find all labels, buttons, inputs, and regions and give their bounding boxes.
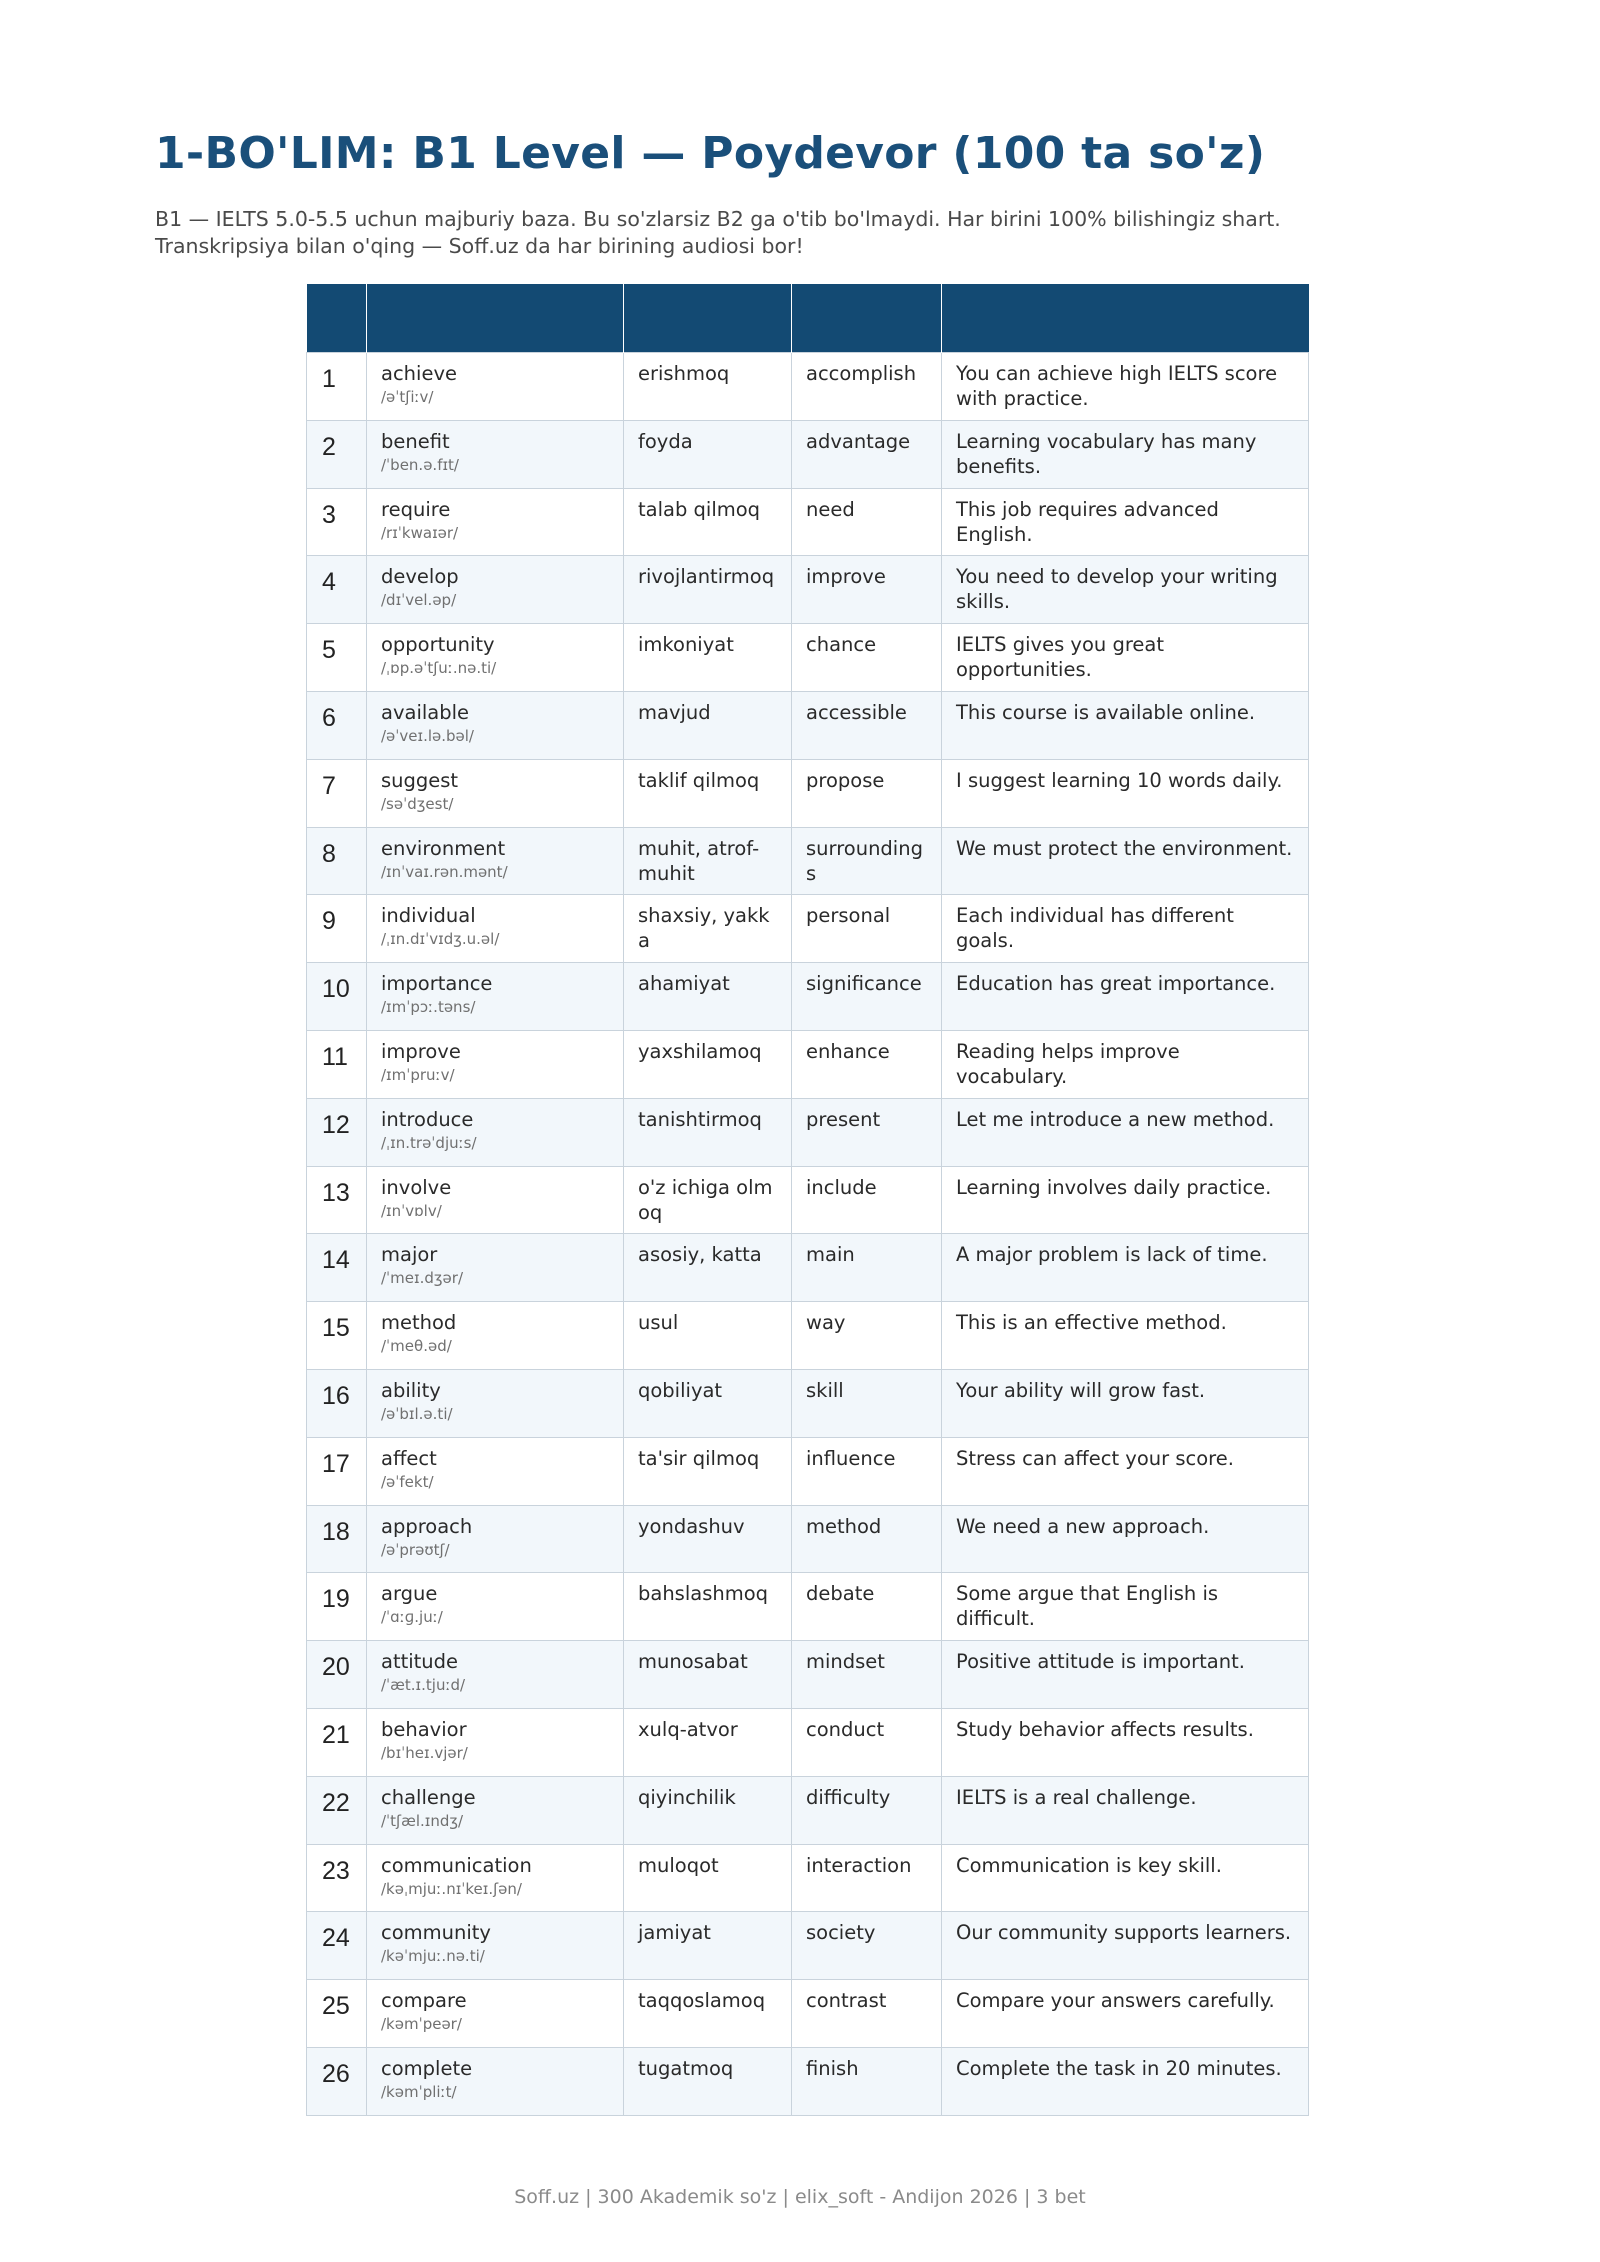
header-cell-synonym <box>792 284 942 353</box>
transcription: /əˈveɪ.lə.bəl/ <box>381 726 474 745</box>
synonym: significance <box>792 963 942 1031</box>
uzbek-translation: taqqoslamoq <box>624 1980 792 2048</box>
uzbek-translation: talab qilmoq <box>624 488 792 556</box>
synonym: advantage <box>792 420 942 488</box>
synonym: chance <box>792 624 942 692</box>
row-number: 22 <box>307 1776 367 1844</box>
example-sentence: This course is available online. <box>942 691 1309 759</box>
synonym: personal <box>792 895 942 963</box>
uzbek-translation: usul <box>624 1302 792 1370</box>
uzbek-translation: ta'sir qilmoq <box>624 1437 792 1505</box>
row-number: 16 <box>307 1369 367 1437</box>
uzbek-translation: erishmoq <box>624 353 792 421</box>
synonym: way <box>792 1302 942 1370</box>
example-sentence: Some argue that English is difficult. <box>942 1573 1309 1641</box>
uzbek-translation: foyda <box>624 420 792 488</box>
transcription: /ɪnˈvaɪ.rən.mənt/ <box>381 862 508 881</box>
synonym: contrast <box>792 1980 942 2048</box>
table-row <box>307 1437 1309 1505</box>
example-sentence: A major problem is lack of time. <box>942 1234 1309 1302</box>
synonym: interaction <box>792 1844 942 1912</box>
table-row <box>307 1980 1309 2048</box>
example-sentence: Our community supports learners. <box>942 1912 1309 1980</box>
table-row <box>307 1369 1309 1437</box>
uzbek-translation: ahamiyat <box>624 963 792 1031</box>
row-number: 19 <box>307 1573 367 1641</box>
page-title: 1-BO'LIM: B1 Level — Poydevor (100 ta so'z) <box>155 128 1266 179</box>
table-row <box>307 1641 1309 1709</box>
uzbek-translation: tanishtirmoq <box>624 1098 792 1166</box>
example-sentence: IELTS is a real challenge. <box>942 1776 1309 1844</box>
word-cell <box>367 1234 624 1302</box>
table-row <box>307 1166 1309 1234</box>
row-number: 1 <box>307 353 367 421</box>
table-row <box>307 827 1309 895</box>
word-cell <box>367 1641 624 1709</box>
transcription: /ˈæt.ɪ.tjuːd/ <box>381 1676 466 1695</box>
table-row <box>307 1844 1309 1912</box>
header-cell-word <box>367 284 624 353</box>
example-sentence: Education has great importance. <box>942 963 1309 1031</box>
vocabulary-table <box>306 284 1309 2116</box>
row-number: 3 <box>307 488 367 556</box>
transcription: /ˈtʃæl.ɪndʒ/ <box>381 1811 464 1830</box>
word-cell <box>367 759 624 827</box>
example-sentence: Communication is key skill. <box>942 1844 1309 1912</box>
transcription: /səˈdʒest/ <box>381 794 454 813</box>
transcription: /ˌɪn.dɪˈvɪdʒ.u.əl/ <box>381 930 500 949</box>
uzbek-translation: imkoniyat <box>624 624 792 692</box>
example-sentence: Learning vocabulary has many benefits. <box>942 420 1309 488</box>
header-cell-translation <box>624 284 792 353</box>
example-sentence: Positive attitude is important. <box>942 1641 1309 1709</box>
header-cell-number <box>307 284 367 353</box>
word-cell <box>367 2047 624 2115</box>
row-number: 17 <box>307 1437 367 1505</box>
transcription: /ˈɑːɡ.juː/ <box>381 1608 443 1627</box>
synonym: improve <box>792 556 942 624</box>
table-row <box>307 2047 1309 2115</box>
english-word: suggest <box>381 768 459 792</box>
example-sentence: Complete the task in 20 minutes. <box>942 2047 1309 2115</box>
synonym: influence <box>792 1437 942 1505</box>
transcription: /ˌɒp.əˈtʃuː.nə.ti/ <box>381 659 497 678</box>
word-cell <box>367 624 624 692</box>
table-row <box>307 963 1309 1031</box>
example-sentence: Each individual has different goals. <box>942 895 1309 963</box>
example-sentence: This job requires advanced English. <box>942 488 1309 556</box>
table-row <box>307 1098 1309 1166</box>
english-word: improve <box>381 1039 461 1063</box>
example-sentence: I suggest learning 10 words daily. <box>942 759 1309 827</box>
word-cell <box>367 1098 624 1166</box>
uzbek-translation: qiyinchilik <box>624 1776 792 1844</box>
english-word: opportunity <box>381 633 495 657</box>
row-number: 6 <box>307 691 367 759</box>
word-cell <box>367 1912 624 1980</box>
row-number: 12 <box>307 1098 367 1166</box>
row-number: 26 <box>307 2047 367 2115</box>
transcription: /kəmˈpeər/ <box>381 2015 462 2034</box>
header-cell-example <box>942 284 1309 353</box>
table-row <box>307 353 1309 421</box>
word-cell <box>367 827 624 895</box>
transcription: /əˈbɪl.ə.ti/ <box>381 1404 453 1423</box>
transcription: /bɪˈheɪ.vjər/ <box>381 1743 468 1762</box>
transcription: /ɪmˈpɔː.təns/ <box>381 998 476 1017</box>
table-row <box>307 1912 1309 1980</box>
english-word: approach <box>381 1514 473 1538</box>
row-number: 14 <box>307 1234 367 1302</box>
uzbek-translation: qobiliyat <box>624 1369 792 1437</box>
word-cell <box>367 488 624 556</box>
word-cell <box>367 1030 624 1098</box>
word-cell <box>367 691 624 759</box>
example-sentence: This is an effective method. <box>942 1302 1309 1370</box>
table-row <box>307 691 1309 759</box>
example-sentence: You can achieve high IELTS score with practice. <box>942 353 1309 421</box>
synonym: enhance <box>792 1030 942 1098</box>
uzbek-translation: taklif qilmoq <box>624 759 792 827</box>
english-word: require <box>381 497 451 521</box>
synonym: surroundings <box>792 827 942 895</box>
english-word: individual <box>381 904 476 928</box>
english-word: benefit <box>381 429 450 453</box>
word-cell <box>367 1573 624 1641</box>
example-sentence: Let me introduce a new method. <box>942 1098 1309 1166</box>
example-sentence: You need to develop your writing skills. <box>942 556 1309 624</box>
table-row <box>307 1505 1309 1573</box>
transcription: /əˈprəʊtʃ/ <box>381 1540 450 1559</box>
synonym: accomplish <box>792 353 942 421</box>
example-sentence: We need a new approach. <box>942 1505 1309 1573</box>
intro-line-2: Transkripsiya bilan o'qing — Soff.uz da har birining audiosi bor! <box>155 234 804 258</box>
english-word: involve <box>381 1175 452 1199</box>
uzbek-translation: rivojlantirmoq <box>624 556 792 624</box>
transcription: /əˈtʃiːv/ <box>381 388 434 406</box>
uzbek-translation: bahslashmoq <box>624 1573 792 1641</box>
row-number: 15 <box>307 1302 367 1370</box>
transcription: /rɪˈkwaɪər/ <box>381 523 459 542</box>
word-cell <box>367 963 624 1031</box>
uzbek-translation: jamiyat <box>624 1912 792 1980</box>
table-row <box>307 895 1309 963</box>
row-number: 10 <box>307 963 367 1031</box>
transcription: /əˈfekt/ <box>381 1472 434 1491</box>
transcription: /dɪˈvel.əp/ <box>381 591 457 610</box>
synonym: accessible <box>792 691 942 759</box>
table-header <box>307 284 1309 353</box>
example-sentence: We must protect the environment. <box>942 827 1309 895</box>
table-row <box>307 624 1309 692</box>
word-cell <box>367 1166 624 1234</box>
example-sentence: Compare your answers carefully. <box>942 1980 1309 2048</box>
table-row <box>307 1030 1309 1098</box>
table-row <box>307 488 1309 556</box>
word-cell <box>367 1708 624 1776</box>
english-word: compare <box>381 1989 467 2013</box>
uzbek-translation: o'z ichiga olmoq <box>624 1166 792 1234</box>
table-row <box>307 1302 1309 1370</box>
table-row <box>307 759 1309 827</box>
english-word: attitude <box>381 1650 459 1674</box>
uzbek-translation: shaxsiy, yakka <box>624 895 792 963</box>
table-body <box>307 353 1309 2116</box>
transcription: /ˈben.ə.fɪt/ <box>381 455 459 474</box>
synonym: need <box>792 488 942 556</box>
row-number: 4 <box>307 556 367 624</box>
english-word: communication <box>381 1853 532 1877</box>
synonym: difficulty <box>792 1776 942 1844</box>
english-word: importance <box>381 972 493 996</box>
synonym: propose <box>792 759 942 827</box>
english-word: environment <box>381 836 506 860</box>
english-word: develop <box>381 565 459 589</box>
word-cell <box>367 1369 624 1437</box>
table-row <box>307 1708 1309 1776</box>
synonym: conduct <box>792 1708 942 1776</box>
row-number: 5 <box>307 624 367 692</box>
word-cell <box>367 1302 624 1370</box>
uzbek-translation: muhit, atrof-muhit <box>624 827 792 895</box>
example-sentence: Stress can affect your score. <box>942 1437 1309 1505</box>
row-number: 9 <box>307 895 367 963</box>
transcription: /ˈmeθ.əd/ <box>381 1337 452 1356</box>
row-number: 7 <box>307 759 367 827</box>
word-cell <box>367 353 624 421</box>
row-number: 13 <box>307 1166 367 1234</box>
english-word: affect <box>381 1446 437 1470</box>
uzbek-translation: yaxshilamoq <box>624 1030 792 1098</box>
row-number: 8 <box>307 827 367 895</box>
uzbek-translation: yondashuv <box>624 1505 792 1573</box>
table-row <box>307 556 1309 624</box>
word-cell <box>367 420 624 488</box>
transcription: /kəˈmjuː.nə.ti/ <box>381 1947 485 1966</box>
english-word: available <box>381 700 470 724</box>
row-number: 23 <box>307 1844 367 1912</box>
english-word: challenge <box>381 1785 476 1809</box>
uzbek-translation: asosiy, katta <box>624 1234 792 1302</box>
row-number: 20 <box>307 1641 367 1709</box>
english-word: argue <box>381 1582 438 1606</box>
example-sentence: Reading helps improve vocabulary. <box>942 1030 1309 1098</box>
word-cell <box>367 895 624 963</box>
synonym: present <box>792 1098 942 1166</box>
word-cell <box>367 1980 624 2048</box>
uzbek-translation: mavjud <box>624 691 792 759</box>
english-word: achieve <box>381 362 457 385</box>
row-number: 11 <box>307 1030 367 1098</box>
table-header-row <box>307 284 1309 353</box>
synonym: finish <box>792 2047 942 2115</box>
row-number: 21 <box>307 1708 367 1776</box>
transcription: /kəmˈpliːt/ <box>381 2082 457 2101</box>
example-sentence: Your ability will grow fast. <box>942 1369 1309 1437</box>
transcription: /kəˌmjuː.nɪˈkeɪ.ʃən/ <box>381 1879 522 1898</box>
english-word: community <box>381 1921 491 1945</box>
transcription: /ɪmˈpruːv/ <box>381 1065 455 1084</box>
transcription: /ɪnˈvɒlv/ <box>381 1201 442 1220</box>
transcription: /ˌɪn.trəˈdjuːs/ <box>381 1133 477 1152</box>
uzbek-translation: munosabat <box>624 1641 792 1709</box>
row-number: 2 <box>307 420 367 488</box>
synonym: skill <box>792 1369 942 1437</box>
intro-line-1: B1 — IELTS 5.0-5.5 uchun majburiy baza. Bu so'zlarsiz B2 ga o'tib bo'lmaydi. Har birini 100% bilishingiz shart. <box>155 207 1281 231</box>
table-row <box>307 1776 1309 1844</box>
synonym: main <box>792 1234 942 1302</box>
example-sentence: Learning involves daily practice. <box>942 1166 1309 1234</box>
uzbek-translation: muloqot <box>624 1844 792 1912</box>
transcription: /ˈmeɪ.dʒər/ <box>381 1269 463 1288</box>
table-row <box>307 1234 1309 1302</box>
table-row <box>307 1573 1309 1641</box>
word-cell <box>367 1844 624 1912</box>
uzbek-translation: xulq-atvor <box>624 1708 792 1776</box>
word-cell <box>367 1437 624 1505</box>
english-word: ability <box>381 1378 441 1402</box>
english-word: behavior <box>381 1717 467 1741</box>
english-word: major <box>381 1243 438 1267</box>
word-cell <box>367 556 624 624</box>
synonym: society <box>792 1912 942 1980</box>
word-cell <box>367 1505 624 1573</box>
synonym: method <box>792 1505 942 1573</box>
synonym: mindset <box>792 1641 942 1709</box>
row-number: 18 <box>307 1505 367 1573</box>
english-word: method <box>381 1311 457 1335</box>
example-sentence: IELTS gives you great opportunities. <box>942 624 1309 692</box>
row-number: 25 <box>307 1980 367 2048</box>
synonym: debate <box>792 1573 942 1641</box>
table-row <box>307 420 1309 488</box>
english-word: introduce <box>381 1107 474 1131</box>
uzbek-translation: tugatmoq <box>624 2047 792 2115</box>
synonym: include <box>792 1166 942 1234</box>
example-sentence: Study behavior affects results. <box>942 1708 1309 1776</box>
page-footer: Soff.uz | 300 Akademik so'z | elix_soft - Andijon 2026 | 3 bet <box>514 2186 1086 2208</box>
english-word: complete <box>381 2056 473 2080</box>
word-cell <box>367 1776 624 1844</box>
row-number: 24 <box>307 1912 367 1980</box>
intro-text <box>155 206 1455 260</box>
